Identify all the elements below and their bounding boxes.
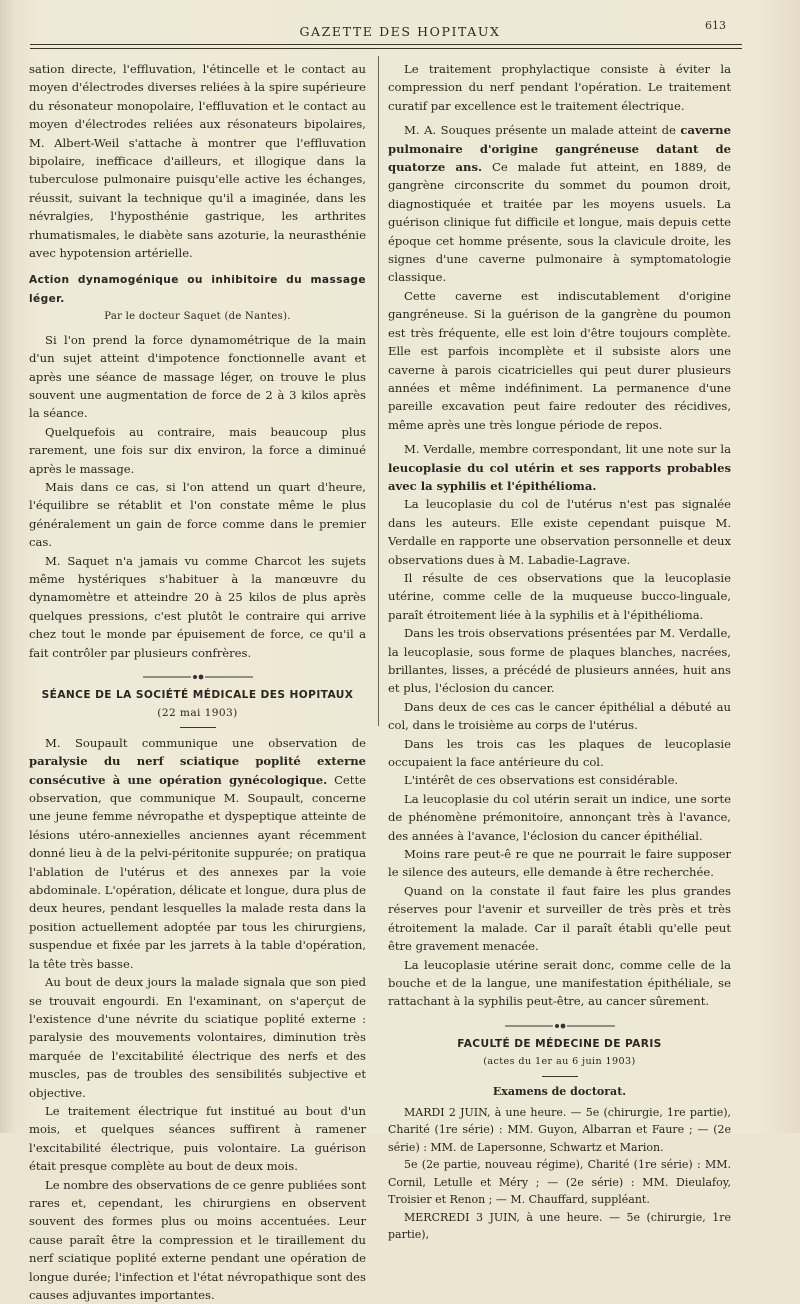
paragraph: Moins rare peut-ê re que ne pourrait le faire supposer le silence des auteurs, elle demande à être recherchée.: [388, 847, 731, 880]
paragraph: Le traitement prophylactique consiste à éviter la compression du nerf pendant l'opération. Le traitement curatif par excellence est le traitement électrique.: [388, 62, 731, 113]
section-title-societe-medicale: SÉANCE DE LA SOCIÉTÉ MÉDICALE DES HOPITAUX: [41, 689, 354, 701]
section-title-massage: Action dynamogénique ou inhibitoire du massage léger.: [29, 274, 366, 305]
paragraph: Le nombre des observations de ce genre publiées sont rares et, cependant, les chirurgiens en observent souvent des formes plus ou moins accentuées. Leur cause paraît être la compression et le tiraillement du nerf sciatique poplité externe pendant une opération de longue durée; l'infection et l'état névropathique sont des causes adjuvantes importantes.: [29, 1177, 366, 1302]
page-number: 613: [705, 19, 726, 32]
paragraph-souques: [388, 121, 731, 287]
paragraph: Quelquefois au contraire, mais beaucoup plus rarement, une fois sur dix environ, la force a diminué après le massage.: [29, 424, 366, 476]
exam-schedule-line: MERCREDI 3 JUIN, à une heure. — 5e (chirurgie, 1re partie),: [388, 1210, 731, 1242]
column-divider: [378, 56, 379, 726]
paragraph: Mais dans ce cas, si l'on attend un quart d'heure, l'équilibre se rétablit et l'on constate même le plus généralement un gain de force comme dans le premier cas.: [29, 479, 366, 550]
exam-title: Examens de doctorat.: [492, 1084, 627, 1098]
faculty-date: (actes du 1er au 6 juin 1903): [483, 1056, 636, 1068]
exam-schedule-line: MARDI 2 JUIN, à une heure. — 5e (chirurgie, 1re partie), Charité (1re série) : MM. Guyon, Albarran et Faure ; — (2e série) : MM. de Lapersonne, Schwartz et Marion.: [388, 1105, 731, 1154]
right-column: [388, 60, 731, 1244]
paragraph: Quand on la constate il faut faire les plus grandes réserves pour l'avenir et surveiller de très près et très étroitement la malade. Car il paraît établi qu'elle peut être gravement menacée.: [388, 883, 731, 954]
paragraph-text: Ce malade fut atteint, en 1889, de gangrène circonscrite du sommet du poumon droit, diagnostiquée et traitée par les moyens usuels. La guérison clinique fut difficile et longue, mais depuis cette époque cet homme présente, sous la clavicule droite, les signes d'une caverne pulmonaire à symptomatologie classique.: [388, 160, 732, 285]
paragraph: Cette caverne est indiscutablement d'origine gangréneuse. Si la guérison de la gangrène du poumon est très fréquente, elle est loin d'être toujours complète. Elle est parfois incomplète et il subsiste alors une caverne à parois cicatricielles qui peut durer plusieurs années et même indéfiniment. La permanence d'une pareille excavation peut faire redouter des récidives, même après une très longue période de repos.: [388, 288, 731, 432]
paragraph: Dans les trois cas les plaques de leucoplasie occupaient la face antérieure du col.: [388, 736, 731, 770]
paragraph-text: M. Soupault communique une observation de: [45, 735, 366, 750]
paragraph-soupault: [29, 734, 366, 973]
paragraph: Au bout de deux jours la malade signala que son pied se trouvait engourdi. En l'examinant, on s'aperçut de l'existence d'une névrite du sciatique poplité externe : paralysie des mouvements volontaires, diminution très marquée de l'excitabilité électrique des nerfs et des muscles, pas de troubles des sensibilités subjective et objective.: [29, 975, 366, 1100]
paragraph: Dans deux de ces cas le cancer épithélial a débuté au col, dans le troisième au corps de l'utérus.: [388, 699, 731, 733]
section-separator-ornament: [29, 668, 366, 678]
paragraph-bold-topic: caverne pulmonaire d'origine gangréneuse datant de quatorze ans.: [388, 123, 731, 175]
paragraph: M. Saquet n'a jamais vu comme Charcot les sujets même hystériques s'habituer à la manœuvre du dynamomètre et atteindre 20 à 25 kilos de plus après quelques pressions, c'est plutôt le contraire qui arrive chez tout le monde par épuisement de force, ce qu'il a fait contrôler par plusieurs confrères.: [29, 553, 366, 660]
header-rule-thin: [30, 48, 742, 49]
paragraph-bold-topic: paralysie du nerf sciatique poplité externe consécutive à une opération gynécologique.: [29, 754, 366, 787]
paragraph: La leucoplasie utérine serait donc, comme celle de la bouche et de la langue, une manifestation épithéliale, se rattachant à la syphilis peut-être, au cancer sûrement.: [388, 957, 731, 1009]
session-date: (22 mai 1903): [157, 707, 238, 720]
section-title-faculte: FACULTÉ DE MÉDECINE DE PARIS: [457, 1037, 662, 1050]
paragraph-verdalle: [388, 440, 731, 495]
header-rule: [30, 44, 742, 45]
paragraph-text: M. A. Souques présente un malade atteint de: [404, 123, 681, 138]
paragraph: La leucoplasie du col utérin serait un indice, une sorte de phénomène prémonitoire, annonçant très à l'avance, des années à l'avance, l'éclosion du cancer épithélial.: [388, 791, 731, 843]
section-separator-ornament: [388, 1017, 731, 1027]
section-byline: Par le docteur Saquet (de Nantes).: [104, 311, 291, 323]
short-rule: [180, 727, 216, 728]
paragraph: La leucoplasie du col de l'utérus n'est pas signalée dans les auteurs. Elle existe cependant puisque M. Verdalle en rapporte une observation personnelle et deux observations dues à M. Labadie-Lagrave.: [388, 497, 731, 567]
paragraph: L'intérêt de ces observations est considérable.: [404, 773, 679, 788]
paragraph: Il résulte de ces observations que la leucoplasie utérine, comme celle de la muqueuse bucco-linguale, paraît étroitement liée à la syphilis et à l'épithélioma.: [388, 570, 731, 622]
short-rule: [542, 1076, 578, 1077]
paragraph: Si l'on prend la force dynamométrique de la main d'un sujet atteint d'impotence fonctionnelle avant et après une séance de massage léger, on trouve le plus souvent une augmentation de force de 2 à 3 kilos après la séance.: [29, 332, 366, 421]
journal-title: GAZETTE DES HOPITAUX: [299, 24, 501, 39]
paragraph-text: M. Verdalle, membre correspondant, lit une note sur la: [404, 442, 731, 457]
left-column: [29, 60, 366, 1304]
exam-schedule-line: 5e (2e partie, nouveau régime), Charité (1re série) : MM. Cornil, Letulle et Méry ; — (2e série) : MM. Dieulafoy, Troisier et Renon ; — M. Chauffard, suppléant.: [388, 1158, 731, 1207]
paragraph: Le traitement électrique fut institué au bout d'un mois, et quelques séances suffirent à ramener l'excitabilité électrique, puis volontaire. La guérison était presque complète au bout de deux mois.: [29, 1103, 366, 1174]
paragraph-bold-topic: leucoplasie du col utérin et ses rapports probables avec la syphilis et l'épithélioma.: [388, 460, 731, 493]
paragraph: Dans les trois observations présentées par M. Verdalle, la leucoplasie, sous forme de plaques blanches, nacrées, brillantes, lisses, a précédé de plusieurs années, huit ans et plus, l'éclosion du cancer.: [388, 626, 731, 696]
continued-paragraph: sation directe, l'effluvation, l'étincelle et le contact au moyen d'électrodes diverses reliées à la spire supérieure du résonateur monopolaire, l'effluvation et le contact au moyen d'électrodes reliées aux résonateurs bipolaires, M. Albert-Weil s'attache à montrer que l'effluvation bipolaire, inefficace d'ailleurs, et illogique dans la tuberculose pulmonaire puisqu'elle active les échanges, réussit, suivant la technique qu'il a imaginée, dans les névralgies, l'hyposthénie gastrique, les arthrites rhumatismales, le diabète sans azoturie, la neurasthénie avec hypotension artérielle.: [29, 62, 366, 261]
paragraph-text: Cette observation, que communique M. Soupault, concerne une jeune femme névropathe et dyspeptique atteinte de lésions utéro-annexielles anciennes ayant récemment donné lieu à de la pelvi-péritonite suppurée; on pratiqua l'ablation de l'utérus et des annexes par la voie abdominale. L'opération, délicate et longue, dura plus de deux heures, pendant lesquelles la malade resta dans la position actuellement adoptée par tous les chirurgiens, suspendue et fixée par les jarrets à la table d'opération, la tête très basse.: [29, 772, 366, 971]
